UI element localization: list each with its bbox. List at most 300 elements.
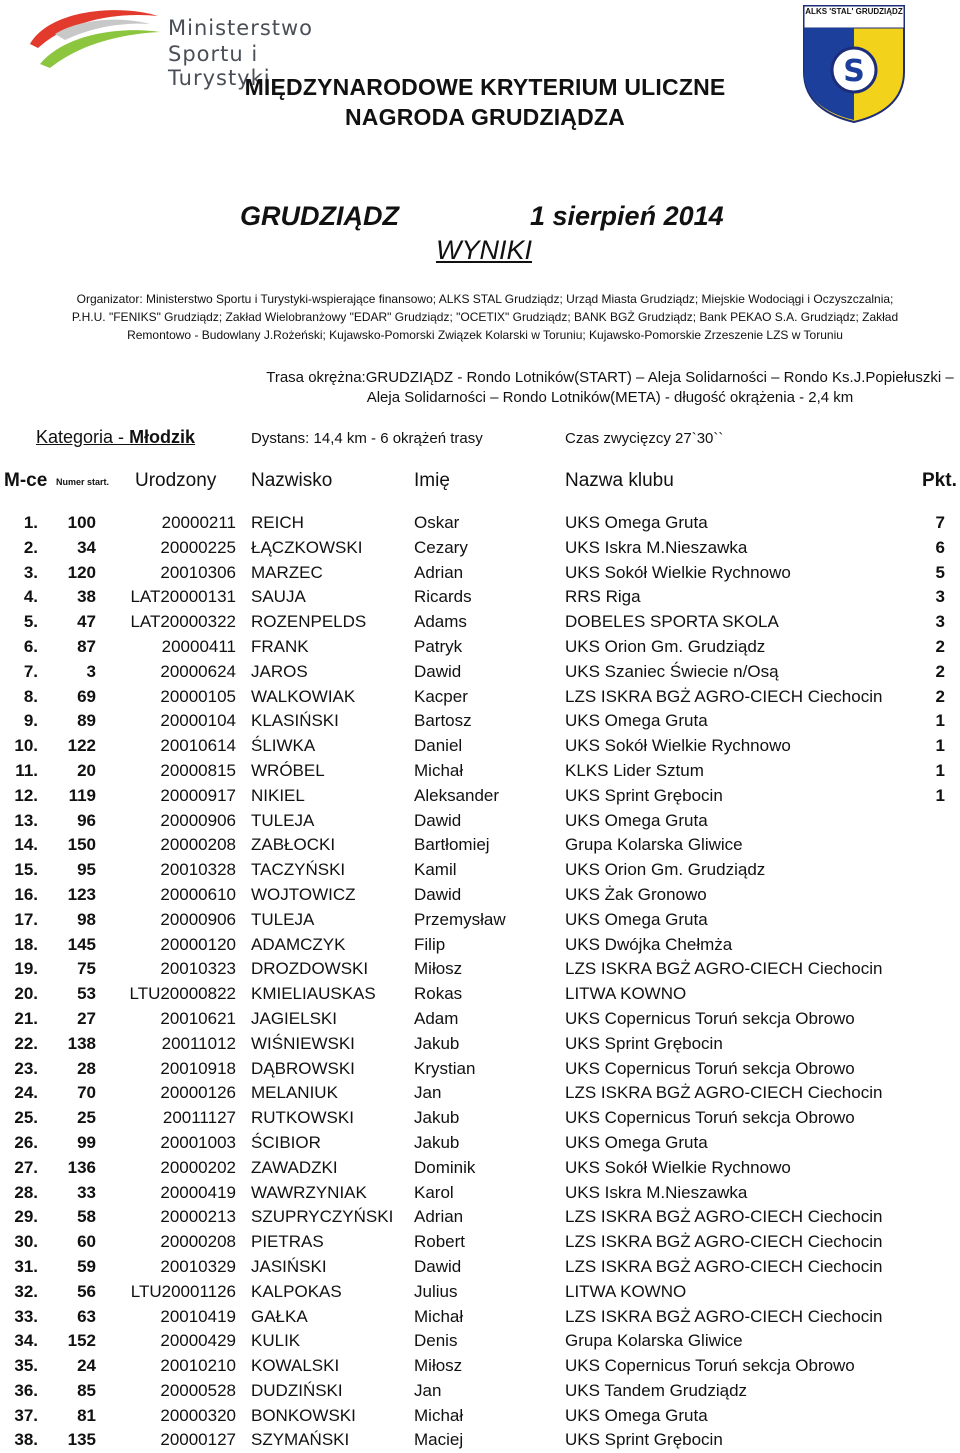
row-start-number: 34 bbox=[77, 537, 96, 557]
row-club: UKS Dwójka Chełmża bbox=[565, 934, 733, 954]
row-place: 11. bbox=[15, 760, 38, 780]
row-born: 20010614 bbox=[160, 736, 236, 756]
col-start-number: Numer start. bbox=[56, 477, 110, 487]
row-first-name: Michał bbox=[414, 760, 464, 780]
row-points: 3 bbox=[935, 612, 945, 632]
row-born: 20000208 bbox=[160, 1232, 236, 1252]
row-surname: KALPOKAS bbox=[251, 1281, 342, 1301]
row-club: Grupa Kolarska Gliwice bbox=[565, 1331, 743, 1351]
table-row bbox=[0, 1305, 960, 1330]
row-start-number: 89 bbox=[77, 711, 96, 731]
row-points: 5 bbox=[935, 562, 945, 582]
row-first-name: Dawid bbox=[414, 1256, 462, 1276]
event-date: 1 sierpień 2014 bbox=[530, 201, 724, 231]
row-club: Grupa Kolarska Gliwice bbox=[565, 835, 743, 855]
row-surname: ZAWADZKI bbox=[251, 1157, 338, 1177]
row-club: UKS Omega Gruta bbox=[565, 1132, 708, 1152]
row-club: UKS Omega Gruta bbox=[565, 810, 708, 830]
row-club: UKS Orion Gm. Grudziądz bbox=[565, 636, 766, 656]
row-surname: RUTKOWSKI bbox=[251, 1108, 354, 1128]
row-club: UKS Szaniec Świecie n/Osą bbox=[565, 661, 779, 681]
row-surname: TACZYŃSKI bbox=[251, 860, 346, 880]
row-surname: WIŚNIEWSKI bbox=[251, 1033, 355, 1053]
table-row bbox=[0, 1057, 960, 1082]
row-first-name: Dawid bbox=[414, 884, 462, 904]
row-club: KLKS Lider Sztum bbox=[565, 760, 704, 780]
row-born: 20000419 bbox=[160, 1182, 236, 1202]
row-surname: SZYMAŃSKI bbox=[251, 1430, 350, 1450]
row-points: 2 bbox=[935, 686, 945, 706]
row-born: LTU20001126 bbox=[130, 1281, 236, 1301]
row-place: 18. bbox=[14, 934, 38, 954]
table-row bbox=[0, 809, 960, 834]
row-start-number: 136 bbox=[67, 1157, 96, 1177]
row-first-name: Karol bbox=[414, 1182, 454, 1202]
row-surname: WRÓBEL bbox=[251, 760, 325, 780]
row-surname: KLASIŃSKI bbox=[251, 711, 339, 731]
row-first-name: Julius bbox=[414, 1281, 458, 1301]
row-first-name: Patryk bbox=[414, 636, 463, 656]
row-born: 20010323 bbox=[160, 959, 236, 979]
row-club: DOBELES SPORTA SKOLA bbox=[565, 612, 779, 632]
row-first-name: Miłosz bbox=[414, 959, 463, 979]
distance-text: Dystans: 14,4 km - 6 okrążeń trasy bbox=[251, 430, 483, 447]
row-born: 20000225 bbox=[160, 537, 236, 557]
row-start-number: 81 bbox=[77, 1405, 96, 1425]
row-first-name: Adrian bbox=[414, 1207, 464, 1227]
category-name: Młodzik bbox=[129, 427, 196, 447]
row-first-name: Ricards bbox=[414, 587, 472, 607]
row-club: UKS Copernicus Toruń sekcja Obrowo bbox=[565, 1008, 855, 1028]
row-place: 23. bbox=[14, 1058, 38, 1078]
row-surname: KOWALSKI bbox=[251, 1356, 340, 1376]
row-start-number: 25 bbox=[77, 1108, 96, 1128]
table-row bbox=[0, 833, 960, 858]
row-born: 20000917 bbox=[160, 785, 236, 805]
row-place: 37. bbox=[14, 1405, 38, 1425]
row-place: 32. bbox=[14, 1281, 38, 1301]
row-surname: ŁĄCZKOWSKI bbox=[251, 537, 363, 557]
row-start-number: 20 bbox=[77, 760, 96, 780]
table-row bbox=[0, 1428, 960, 1453]
row-club: UKS Orion Gm. Grudziądz bbox=[565, 860, 766, 880]
table-row bbox=[0, 908, 960, 933]
title-line2: NAGRODA GRUDZIĄDZA bbox=[344, 104, 625, 130]
row-place: 4. bbox=[23, 587, 38, 607]
row-start-number: 120 bbox=[67, 562, 96, 582]
row-born: 20000624 bbox=[160, 661, 236, 681]
row-first-name: Krystian bbox=[414, 1058, 476, 1078]
col-born: Urodzony bbox=[135, 470, 217, 491]
row-born: 20000815 bbox=[160, 760, 236, 780]
row-start-number: 24 bbox=[77, 1356, 96, 1376]
row-born: 20000126 bbox=[160, 1083, 236, 1103]
row-points: 6 bbox=[935, 537, 945, 557]
row-surname: ADAMCZYK bbox=[251, 934, 346, 954]
ministry-swoosh-icon bbox=[10, 4, 170, 76]
row-start-number: 138 bbox=[67, 1033, 96, 1053]
row-surname: KMIELIAUSKAS bbox=[251, 984, 376, 1004]
row-start-number: 59 bbox=[77, 1256, 96, 1276]
row-first-name: Rokas bbox=[414, 984, 463, 1004]
row-start-number: 63 bbox=[77, 1306, 96, 1326]
row-place: 31. bbox=[14, 1256, 38, 1276]
row-first-name: Przemysław bbox=[414, 909, 506, 929]
row-first-name: Kamil bbox=[414, 860, 457, 880]
row-start-number: 85 bbox=[77, 1380, 96, 1400]
row-surname: TULEJA bbox=[251, 810, 315, 830]
row-place: 12. bbox=[14, 785, 38, 805]
row-born: 20000906 bbox=[160, 909, 236, 929]
row-start-number: 123 bbox=[67, 884, 96, 904]
row-place: 13. bbox=[14, 810, 38, 830]
table-row bbox=[0, 685, 960, 710]
row-surname: KULIK bbox=[251, 1331, 301, 1351]
row-first-name: Daniel bbox=[414, 736, 463, 756]
row-points: 1 bbox=[935, 785, 945, 805]
row-start-number: 53 bbox=[77, 984, 96, 1004]
table-row bbox=[0, 660, 960, 685]
ministry-name-line1: Ministerstwo bbox=[168, 16, 314, 40]
row-born: 20010306 bbox=[160, 562, 236, 582]
table-row bbox=[0, 1205, 960, 1230]
ministry-name-line2: Sportu i Turystyki bbox=[168, 42, 271, 90]
table-row bbox=[0, 1181, 960, 1206]
row-club: UKS Copernicus Toruń sekcja Obrowo bbox=[565, 1108, 855, 1128]
row-born: 20010329 bbox=[160, 1256, 236, 1276]
svg-text:S: S bbox=[843, 54, 865, 89]
row-surname: PIETRAS bbox=[251, 1232, 324, 1252]
row-place: 22. bbox=[14, 1033, 38, 1053]
row-first-name: Dominik bbox=[414, 1157, 476, 1177]
row-surname: JAGIELSKI bbox=[251, 1008, 337, 1028]
row-place: 33. bbox=[14, 1306, 38, 1326]
row-born: 20001003 bbox=[160, 1132, 236, 1152]
row-place: 10. bbox=[14, 736, 38, 756]
row-born: 20000211 bbox=[161, 513, 236, 532]
table-row bbox=[0, 1379, 960, 1404]
table-row bbox=[0, 1156, 960, 1181]
row-club: LZS ISKRA BGŻ AGRO-CIECH Ciechocin bbox=[565, 959, 883, 979]
row-first-name: Adam bbox=[414, 1008, 459, 1028]
row-first-name: Dawid bbox=[414, 810, 462, 830]
category-label bbox=[36, 427, 195, 448]
row-club: UKS Tandem Grudziądz bbox=[565, 1380, 748, 1400]
row-club: LZS ISKRA BGŻ AGRO-CIECH Ciechocin bbox=[565, 1083, 883, 1103]
table-row bbox=[0, 957, 960, 982]
row-place: 1. bbox=[23, 513, 38, 532]
row-surname: WOJTOWICZ bbox=[251, 884, 356, 904]
row-first-name: Denis bbox=[414, 1331, 458, 1351]
table-row bbox=[0, 1106, 960, 1131]
row-club: LZS ISKRA BGŻ AGRO-CIECH Ciechocin bbox=[565, 686, 883, 706]
row-club: UKS Iskra M.Nieszawka bbox=[565, 537, 748, 557]
row-start-number: 152 bbox=[67, 1331, 96, 1351]
table-row bbox=[0, 635, 960, 660]
row-first-name: Maciej bbox=[414, 1430, 464, 1450]
winner-time-text: Czas zwycięzcy 27`30`` bbox=[565, 430, 724, 447]
row-born: 20000120 bbox=[160, 934, 236, 954]
row-surname: DROZDOWSKI bbox=[251, 959, 369, 979]
row-place: 2. bbox=[23, 537, 38, 557]
table-row bbox=[0, 1131, 960, 1156]
table-row bbox=[0, 1255, 960, 1280]
row-place: 16. bbox=[14, 884, 38, 904]
row-born: 20000213 bbox=[160, 1207, 236, 1227]
row-place: 30. bbox=[14, 1232, 38, 1252]
row-place: 17. bbox=[14, 909, 38, 929]
row-first-name: Robert bbox=[414, 1232, 466, 1252]
table-row bbox=[0, 1007, 960, 1032]
row-points: 1 bbox=[935, 760, 945, 780]
row-surname: JASIŃSKI bbox=[251, 1256, 327, 1276]
row-surname: MELANIUK bbox=[251, 1083, 338, 1103]
row-club: LITWA KOWNO bbox=[565, 984, 687, 1004]
row-first-name: Miłosz bbox=[414, 1356, 463, 1376]
row-start-number: 135 bbox=[67, 1430, 96, 1450]
row-place: 9. bbox=[23, 711, 38, 731]
table-row bbox=[0, 883, 960, 908]
row-points: 3 bbox=[935, 587, 945, 607]
row-born: 20011012 bbox=[161, 1033, 236, 1053]
row-start-number: 27 bbox=[77, 1008, 96, 1028]
row-start-number: 95 bbox=[77, 860, 96, 880]
row-born: 20010210 bbox=[160, 1356, 236, 1376]
row-points: 1 bbox=[935, 736, 945, 756]
row-first-name: Michał bbox=[414, 1405, 464, 1425]
row-club: UKS Żak Gronowo bbox=[565, 884, 707, 904]
col-club: Nazwa klubu bbox=[565, 470, 674, 491]
row-surname: FRANK bbox=[251, 636, 309, 656]
row-place: 38. bbox=[14, 1430, 38, 1450]
row-first-name: Aleksander bbox=[414, 785, 500, 805]
row-first-name: Jan bbox=[414, 1083, 442, 1103]
row-surname: NIKIEL bbox=[251, 785, 305, 805]
results-table-header bbox=[0, 470, 960, 496]
row-start-number: 47 bbox=[77, 612, 96, 632]
row-first-name: Oskar bbox=[414, 513, 460, 532]
row-place: 14. bbox=[14, 835, 38, 855]
table-row bbox=[0, 933, 960, 958]
row-first-name: Cezary bbox=[414, 537, 468, 557]
row-start-number: 58 bbox=[77, 1207, 96, 1227]
organizer-text: Organizator: Ministerstwo Sportu i Turystyki-wspierające finansowo; ALKS STAL Grudziądz; Urząd Miasta Grudziądz; Miejskie Wodociągi i Oczyszczalnia; P.H.U. "FENIKS" Grudziądz; Zakład Wielobranżowy "EDAR" Grudziądz; "OCETIX" Grudziądz; BANK BGŻ Grudziądz; Bank PEKAO S.A. Grudziądz; Zakład Remontowo - Budowlany J.Rożeński; Kujawsko-Pomorski Związek Kolarski w Toruniu; Kujawsko-Pomorskie Zrzeszenie LZS w Toruniu bbox=[71, 292, 899, 342]
row-surname: DĄBROWSKI bbox=[251, 1058, 355, 1078]
row-place: 28. bbox=[14, 1182, 38, 1202]
row-club: LITWA KOWNO bbox=[565, 1281, 687, 1301]
row-first-name: Jakub bbox=[414, 1108, 460, 1128]
row-surname: ROZENPELDS bbox=[251, 612, 367, 632]
row-place: 20. bbox=[14, 984, 38, 1004]
row-born: 20000202 bbox=[160, 1157, 236, 1177]
row-born: 20000906 bbox=[160, 810, 236, 830]
row-start-number: 119 bbox=[68, 785, 96, 805]
row-place: 24. bbox=[14, 1083, 38, 1103]
table-row bbox=[0, 585, 960, 610]
row-born: 20000104 bbox=[160, 711, 236, 731]
row-first-name: Kacper bbox=[414, 686, 468, 706]
row-surname: WAWRZYNIAK bbox=[251, 1182, 367, 1202]
row-start-number: 96 bbox=[77, 810, 96, 830]
row-first-name: Bartosz bbox=[414, 711, 472, 731]
row-place: 25. bbox=[14, 1108, 38, 1128]
row-born: 20011127 bbox=[162, 1108, 236, 1128]
row-surname: TULEJA bbox=[251, 909, 315, 929]
row-first-name: Adams bbox=[414, 612, 467, 632]
row-place: 19. bbox=[14, 959, 38, 979]
row-first-name: Michał bbox=[414, 1306, 464, 1326]
row-start-number: 28 bbox=[77, 1058, 96, 1078]
row-place: 34. bbox=[14, 1331, 38, 1351]
row-club: RRS Riga bbox=[565, 587, 641, 607]
row-start-number: 145 bbox=[67, 934, 96, 954]
event-city: GRUDZIĄDZ bbox=[240, 201, 399, 231]
row-club: UKS Copernicus Toruń sekcja Obrowo bbox=[565, 1356, 855, 1376]
row-place: 8. bbox=[23, 686, 38, 706]
row-place: 6. bbox=[23, 636, 38, 656]
row-start-number: 70 bbox=[77, 1083, 96, 1103]
club-logo-text: ALKS 'STAL' GRUDZIĄDZ bbox=[805, 7, 903, 16]
row-place: 29. bbox=[14, 1207, 38, 1227]
row-first-name: Bartłomiej bbox=[414, 835, 490, 855]
row-surname: DUDZIŃSKI bbox=[251, 1380, 343, 1400]
row-start-number: 98 bbox=[77, 909, 96, 929]
table-row bbox=[0, 1280, 960, 1305]
table-row bbox=[0, 1354, 960, 1379]
col-place: M-ce bbox=[4, 470, 48, 491]
row-start-number: 100 bbox=[67, 513, 96, 532]
row-surname: ŚLIWKA bbox=[251, 736, 316, 756]
table-row bbox=[0, 1230, 960, 1255]
row-first-name: Jakub bbox=[414, 1033, 460, 1053]
row-place: 3. bbox=[23, 562, 38, 582]
row-start-number: 56 bbox=[77, 1281, 96, 1301]
row-start-number: 69 bbox=[77, 686, 96, 706]
row-start-number: 87 bbox=[77, 636, 96, 656]
row-place: 21. bbox=[14, 1008, 38, 1028]
row-born: 20010621 bbox=[160, 1008, 236, 1028]
row-born: 20010918 bbox=[160, 1058, 236, 1078]
row-surname: MARZEC bbox=[251, 562, 323, 582]
ministry-logo bbox=[10, 4, 330, 90]
row-club: UKS Omega Gruta bbox=[565, 909, 708, 929]
table-row bbox=[0, 511, 960, 536]
row-start-number: 122 bbox=[67, 736, 96, 756]
table-row bbox=[0, 610, 960, 635]
table-row bbox=[0, 1032, 960, 1057]
row-first-name: Jan bbox=[414, 1380, 442, 1400]
col-surname: Nazwisko bbox=[251, 470, 333, 491]
row-first-name: Jakub bbox=[414, 1132, 460, 1152]
table-row bbox=[0, 982, 960, 1007]
row-surname: REICH bbox=[251, 513, 304, 532]
row-start-number: 150 bbox=[67, 835, 96, 855]
col-first-name: Imię bbox=[414, 470, 450, 491]
row-place: 7. bbox=[23, 661, 38, 681]
row-place: 26. bbox=[14, 1132, 38, 1152]
row-start-number: 38 bbox=[77, 587, 96, 607]
row-start-number: 33 bbox=[77, 1182, 96, 1202]
table-row bbox=[0, 734, 960, 759]
table-row bbox=[0, 561, 960, 586]
row-club: UKS Sokół Wielkie Rychnowo bbox=[565, 1157, 791, 1177]
row-place: 27. bbox=[14, 1157, 38, 1177]
row-place: 35. bbox=[14, 1356, 38, 1376]
table-row bbox=[0, 536, 960, 561]
row-born: 20000429 bbox=[160, 1331, 236, 1351]
row-club: UKS Omega Gruta bbox=[565, 513, 708, 532]
row-club: LZS ISKRA BGŻ AGRO-CIECH Ciechocin bbox=[565, 1232, 883, 1252]
row-points: 2 bbox=[935, 636, 945, 656]
table-row bbox=[0, 1081, 960, 1106]
row-born: LAT20000131 bbox=[130, 587, 236, 607]
row-club: UKS Sokół Wielkie Rychnowo bbox=[565, 736, 791, 756]
row-born: 20000105 bbox=[160, 686, 236, 706]
row-surname: JAROS bbox=[251, 661, 308, 681]
row-points: 2 bbox=[935, 661, 945, 681]
row-club: UKS Copernicus Toruń sekcja Obrowo bbox=[565, 1058, 855, 1078]
row-club: UKS Sokół Wielkie Rychnowo bbox=[565, 562, 791, 582]
row-start-number: 99 bbox=[77, 1132, 96, 1152]
row-start-number: 75 bbox=[77, 959, 96, 979]
title-line1: MIĘDZYNARODOWE KRYTERIUM ULICZNE bbox=[244, 74, 726, 100]
row-born: 20010328 bbox=[160, 860, 236, 880]
table-row bbox=[0, 784, 960, 809]
table-row bbox=[0, 1329, 960, 1354]
row-born: 20010419 bbox=[160, 1306, 236, 1326]
row-born: 20000528 bbox=[160, 1380, 236, 1400]
table-row bbox=[0, 759, 960, 784]
table-row bbox=[0, 1404, 960, 1429]
row-born: LTU20000822 bbox=[129, 984, 236, 1004]
row-surname: BONKOWSKI bbox=[251, 1405, 356, 1425]
row-surname: WALKOWIAK bbox=[251, 686, 356, 706]
row-place: 5. bbox=[23, 612, 38, 632]
category-prefix: Kategoria - bbox=[36, 427, 130, 447]
row-first-name: Adrian bbox=[414, 562, 464, 582]
row-start-number: 60 bbox=[77, 1232, 96, 1252]
row-club: UKS Sprint Grębocin bbox=[565, 1430, 723, 1450]
route-text: Trasa okrężna:GRUDZIĄDZ - Rondo Lotników(START) – Aleja Solidarności – Rondo Ks.J.Popiełuszki – Aleja Solidarności – Rondo Lotników(META) - długość okrążenia - 2,4 km bbox=[266, 369, 954, 406]
row-born: 20000610 bbox=[160, 884, 236, 904]
row-club: LZS ISKRA BGŻ AGRO-CIECH Ciechocin bbox=[565, 1207, 883, 1227]
row-born: 20000320 bbox=[160, 1405, 236, 1425]
row-start-number: 3 bbox=[86, 661, 96, 681]
row-club: UKS Sprint Grębocin bbox=[565, 785, 723, 805]
col-points: Pkt. bbox=[922, 470, 957, 491]
row-surname: ZABŁOCKI bbox=[251, 835, 336, 855]
table-row bbox=[0, 709, 960, 734]
row-born: 20000411 bbox=[161, 636, 236, 656]
row-surname: ŚCIBIOR bbox=[251, 1132, 321, 1152]
row-first-name: Filip bbox=[414, 934, 446, 954]
row-club: UKS Iskra M.Nieszawka bbox=[565, 1182, 748, 1202]
category-row bbox=[0, 427, 960, 451]
row-club: LZS ISKRA BGŻ AGRO-CIECH Ciechocin bbox=[565, 1256, 883, 1276]
row-surname: GAŁKA bbox=[251, 1306, 308, 1326]
row-born: LAT20000322 bbox=[130, 612, 236, 632]
results-table bbox=[0, 511, 960, 1453]
row-club: UKS Omega Gruta bbox=[565, 711, 708, 731]
row-points: 1 bbox=[935, 711, 945, 731]
table-row bbox=[0, 858, 960, 883]
row-place: 15. bbox=[14, 860, 38, 880]
row-surname: SAUJA bbox=[251, 587, 306, 607]
row-born: 20000208 bbox=[160, 835, 236, 855]
row-club: UKS Sprint Grębocin bbox=[565, 1033, 723, 1053]
row-place: 36. bbox=[14, 1380, 38, 1400]
row-club: LZS ISKRA BGŻ AGRO-CIECH Ciechocin bbox=[565, 1306, 883, 1326]
